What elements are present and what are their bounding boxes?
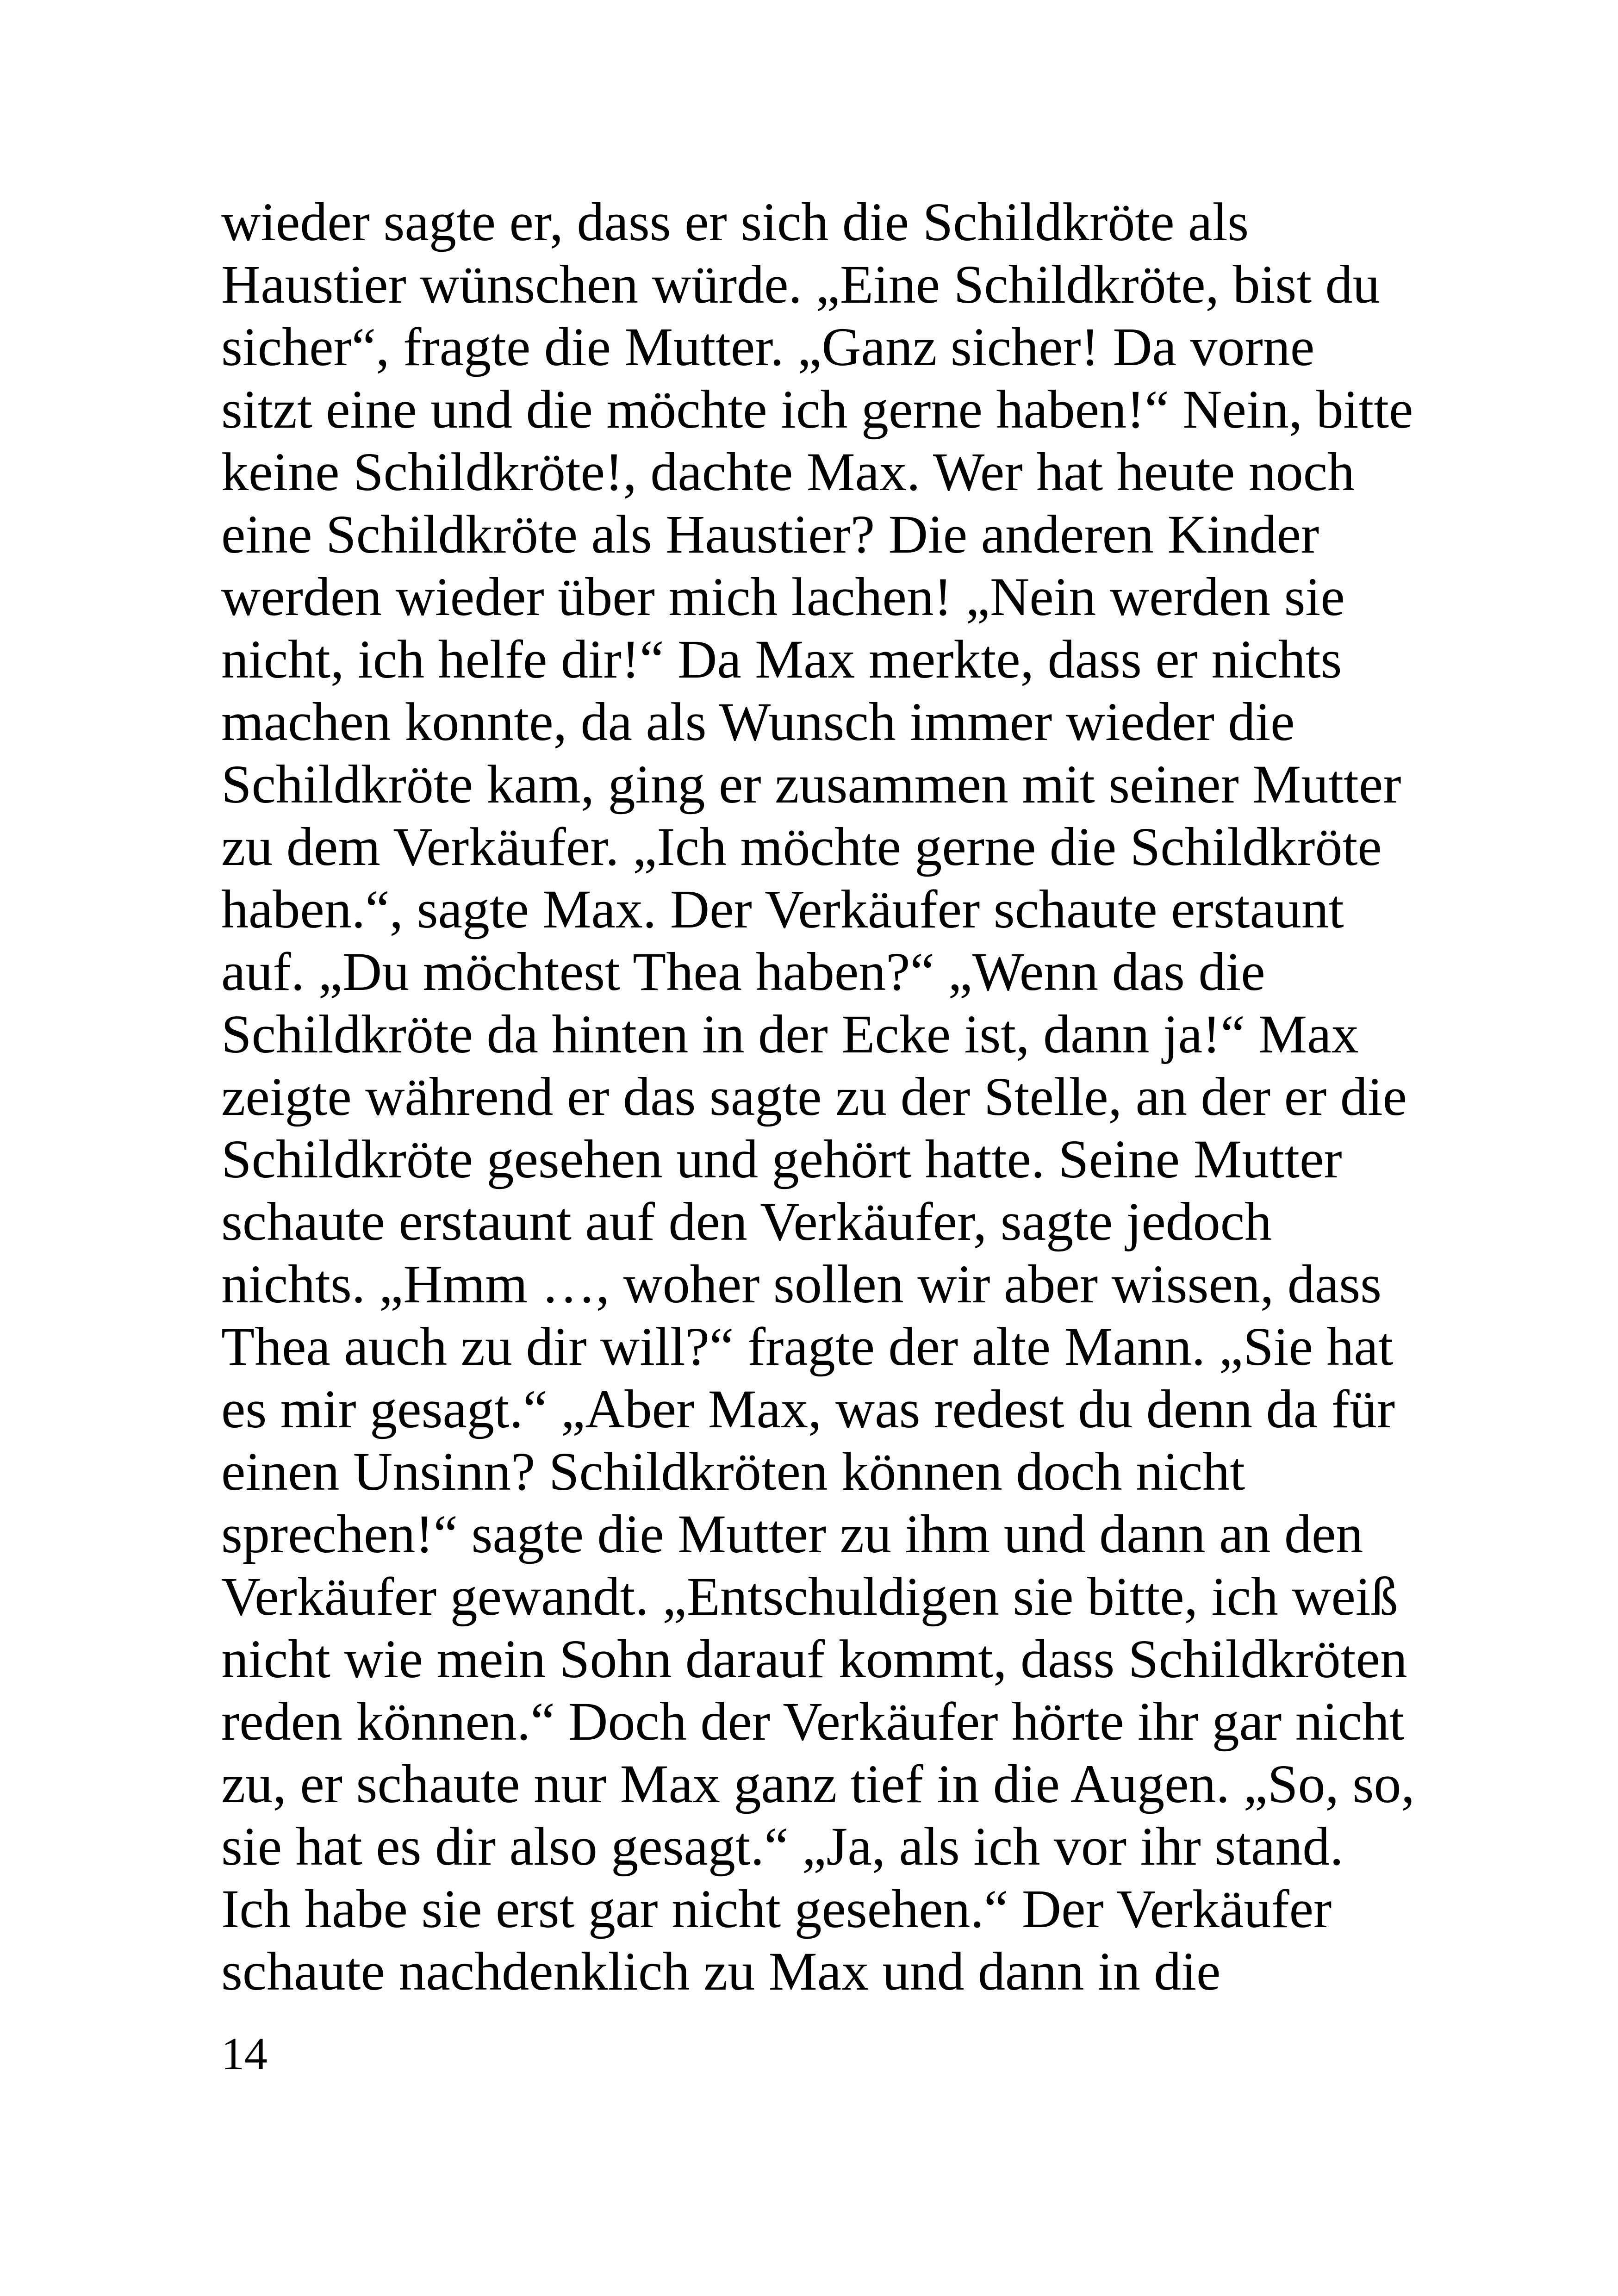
body-text [221,191,1415,2003]
text-line: haben.“, sagte Max. Der Verkäufer schaute erstaunt [221,879,1344,940]
text-line: schaute erstaunt auf den Verkäufer, sagte jedoch [221,1191,1272,1252]
text-line: reden können.“ Doch der Verkäufer hörte ihr gar nicht [221,1691,1405,1752]
text-line: sprechen!“ sagte die Mutter zu ihm und dann an den [221,1504,1363,1564]
page-number: 14 [221,2028,268,2079]
text-line: keine Schildkröte!, dachte Max. Wer hat heute noch [221,442,1355,502]
text-line: Schildkröte gesehen und gehört hatte. Seine Mutter [221,1129,1342,1189]
text-line: Thea auch zu dir will?“ fragte der alte Mann. „Sie hat [221,1316,1394,1377]
text-line: zu, er schaute nur Max ganz tief in die Augen. „So, so, [221,1754,1415,1814]
text-line: Haustier wünschen würde. „Eine Schildkröte, bist du [221,254,1380,315]
text-line: werden wieder über mich lachen! „Nein werden sie [221,566,1345,627]
text-line: nicht wie mein Sohn darauf kommt, dass Schildkröten [221,1629,1407,1689]
text-line: eine Schildkröte als Haustier? Die anderen Kinder [221,504,1319,565]
text-line: Verkäufer gewandt. „Entschuldigen sie bitte, ich weiß [221,1566,1398,1627]
text-line: Schildkröte da hinten in der Ecke ist, dann ja!“ Max [221,1004,1359,1064]
text-line: Ich habe sie erst gar nicht gesehen.“ Der Verkäufer [221,1879,1332,1939]
text-line: auf. „Du möchtest Thea haben?“ „Wenn das die [221,941,1265,1002]
text-line: sie hat es dir also gesagt.“ „Ja, als ich vor ihr stand. [221,1816,1344,1877]
text-line: Schildkröte kam, ging er zusammen mit seiner Mutter [221,754,1401,815]
text-line: machen konnte, da als Wunsch immer wieder die [221,691,1295,752]
text-line: nicht, ich helfe dir!“ Da Max merkte, dass er nichts [221,629,1342,690]
text-line: es mir gesagt.“ „Aber Max, was redest du denn da für [221,1379,1395,1439]
text-line: sitzt eine und die möchte ich gerne haben!“ Nein, bitte [221,379,1413,440]
text-line: sicher“, fragte die Mutter. „Ganz sicher! Da vorne [221,317,1315,377]
text-line: zeigte während er das sagte zu der Stelle, an der er die [221,1066,1407,1127]
text-line: schaute nachdenklich zu Max und dann in die [221,1941,1221,2002]
text-line: nichts. „Hmm …, woher sollen wir aber wissen, dass [221,1254,1382,1314]
text-line: wieder sagte er, dass er sich die Schildkröte als [221,192,1249,252]
text-line: einen Unsinn? Schildkröten können doch nicht [221,1441,1245,1502]
text-line: zu dem Verkäufer. „Ich möchte gerne die Schildkröte [221,816,1382,877]
